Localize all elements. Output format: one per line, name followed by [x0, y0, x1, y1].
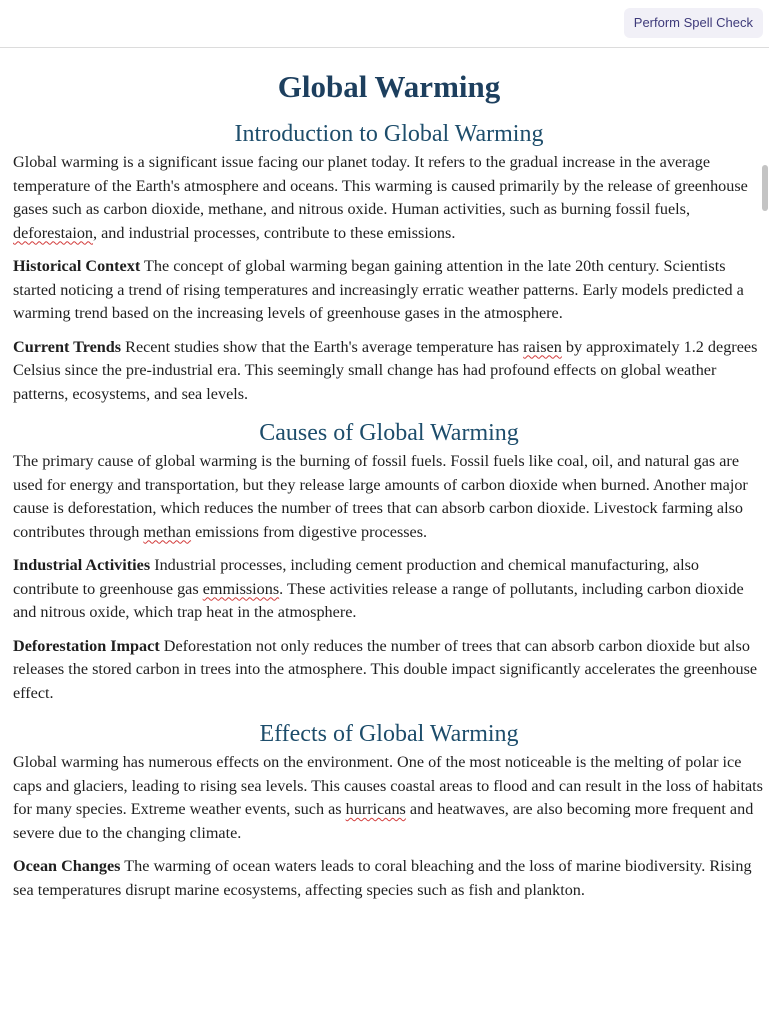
paragraph-industrial-activities: [13, 554, 765, 625]
toolbar: [0, 0, 769, 48]
paragraph-text: Global warming has numerous effects on the environment. One of the most noticeable is the melting of polar ice caps and glaciers, leading to rising sea levels. This causes coastal areas to flood and can result in the loss of habitats for many species. Extreme weather events, such as: [13, 753, 763, 818]
misspelled-word[interactable]: deforestaion: [13, 223, 94, 242]
paragraph-text: and heatwaves, are also becoming more frequent and severe due to the changing climate.: [13, 800, 754, 842]
paragraph-causes: [13, 450, 765, 544]
paragraph-ocean-changes: [13, 855, 765, 902]
paragraph-current-trends: [13, 336, 765, 407]
section-heading-introduction: Introduction to Global Warming: [234, 121, 544, 147]
paragraph-effects: [13, 751, 765, 845]
paragraph-text: . These activities release a range of pollutants, including carbon dioxide and nitrous oxide, which trap heat in the atmosphere.: [13, 579, 744, 621]
paragraph-text: Deforestation not only reduces the number of trees that can absorb carbon dioxide but also releases the stored carbon in trees into the atmosphere. This double impact significantly accelerates the greenhouse effect.: [13, 636, 758, 702]
paragraph-text: Industrial processes, including cement production and chemical manufacturing, also contribute to greenhouse gas: [13, 556, 700, 598]
paragraph-text: Recent studies show that the Earth's average temperature has: [121, 337, 524, 356]
paragraph-text: , and industrial processes, contribute to these emissions.: [93, 223, 456, 242]
section-heading-effects: Effects of Global Warming: [259, 721, 519, 747]
paragraph-intro: [13, 151, 765, 245]
document-body[interactable]: [13, 62, 765, 912]
paragraph-lead: Ocean Changes: [13, 857, 121, 875]
misspelled-word[interactable]: raisen: [523, 337, 562, 356]
paragraph-text: Global warming is a significant issue facing our planet today. It refers to the gradual increase in the average temperature of the Earth's atmosphere and oceans. This warming is caused primarily by the release of greenhouse gases such as carbon dioxide, methane, and nitrous oxide. Human activities, such as burning fossil fuels,: [13, 153, 748, 218]
paragraph-text: emissions from digestive processes.: [191, 522, 428, 541]
paragraph-text: The concept of global warming began gaining attention in the late 20th century. Scientists started noticing a trend of rising temperatures and increasingly erratic weather patterns. Early models predicted a warming trend based on the increasing levels of greenhouse gases in the atmosphere.: [13, 257, 744, 322]
paragraph-lead: Industrial Activities: [13, 556, 151, 574]
misspelled-word[interactable]: hurricans: [345, 800, 406, 818]
document-title: Global Warming: [277, 69, 501, 104]
paragraph-deforestation-impact: [13, 635, 765, 706]
paragraph-lead: Deforestation Impact: [13, 636, 160, 655]
misspelled-word[interactable]: emmissions: [202, 579, 280, 598]
paragraph-lead: Current Trends: [13, 337, 122, 356]
paragraph-text: The warming of ocean waters leads to coral bleaching and the loss of marine biodiversity. Rising sea temperatures disrupt marine ecosystems, affecting species such as fish and plankton.: [13, 857, 752, 899]
paragraph-lead: Historical Context: [13, 257, 141, 275]
section-heading-causes: Causes of Global Warming: [259, 420, 519, 446]
paragraph-text: The primary cause of global warming is the burning of fossil fuels. Fossil fuels like coal, oil, and natural gas are used for energy and transportation, but they release large amounts of carbon dioxide when burned. Another major cause is deforestation, which reduces the number of trees that can absorb carbon dioxide. Livestock farming also contributes through: [13, 452, 748, 541]
paragraph-text: by approximately 1.2 degrees Celsius since the pre-industrial era. This seemingly small change has had profound effects on global weather patterns, ecosystems, and sea levels.: [13, 337, 758, 403]
perform-spell-check-button[interactable]: Perform Spell Check: [624, 8, 763, 38]
misspelled-word[interactable]: methan: [143, 522, 192, 541]
paragraph-historical-context: [13, 255, 765, 326]
